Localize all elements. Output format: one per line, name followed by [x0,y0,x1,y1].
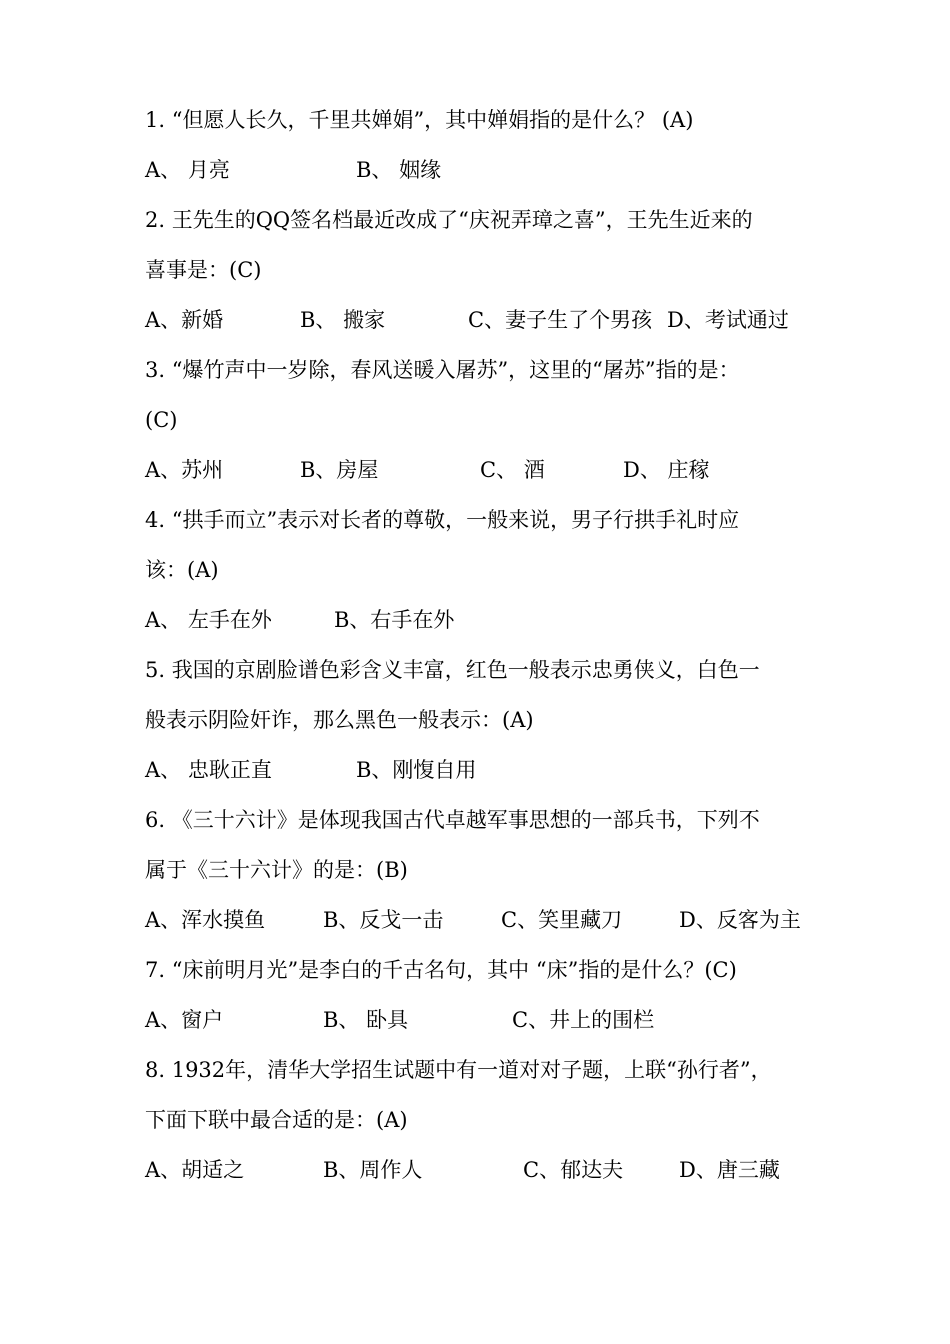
question-1-option-a: A、 月亮 [145,158,230,182]
question-3-text-line-2: (C) [145,408,178,432]
question-3-option-b: B、房屋 [300,458,379,482]
question-4-option-a: A、 左手在外 [145,608,272,632]
question-8-option-d: D、唐三藏 [679,1158,780,1182]
question-7-option-c: C、井上的围栏 [512,1008,655,1032]
question-8-text-line-2: 下面下联中最合适的是：(A) [145,1108,408,1132]
question-3-option-d: D、 庄稼 [623,458,710,482]
question-8-option-a: A、胡适之 [145,1158,245,1182]
question-6-text-line-1: 6. 《三十六计》是体现我国古代卓越军事思想的一部兵书，下列不 [145,808,760,832]
question-8-option-b: B、周作人 [323,1158,423,1182]
question-2-option-d: D、考试通过 [667,308,789,332]
question-6-option-d: D、反客为主 [679,908,801,932]
question-1-text: 1. “但愿人长久，千里共婵娟”，其中婵娟指的是什么？ (A) [145,108,694,132]
question-6-option-a: A、浑水摸鱼 [145,908,266,932]
question-6-option-c: C、笑里藏刀 [501,908,623,932]
question-8-text-line-1: 8. 1932年，清华大学招生试题中有一道对对子题，上联“孙行者”， [145,1058,772,1082]
question-4-text-line-1: 4. “拱手而立”表示对长者的尊敬，一般来说，男子行拱手礼时应 [145,508,740,532]
question-3-option-c: C、 酒 [480,458,545,482]
question-7-text: 7. “床前明月光”是李白的千古名句，其中 “床”指的是什么？(C) [145,958,737,982]
question-6-text-line-2: 属于《三十六计》的是：(B) [145,858,408,882]
question-1-option-b: B、 姻缘 [356,158,442,182]
question-3-option-a: A、苏州 [145,458,224,482]
question-7-option-a: A、窗户 [145,1008,224,1032]
question-8-option-c: C、郁达夫 [523,1158,624,1182]
question-2-text-line-1: 2. 王先生的QQ签名档最近改成了“庆祝弄璋之喜”，王先生近来的 [145,208,753,232]
question-5-option-a: A、 忠耿正直 [145,758,272,782]
question-2-option-b: B、 搬家 [300,308,386,332]
question-5-text-line-1: 5. 我国的京剧脸谱色彩含义丰富，红色一般表示忠勇侠义，白色一 [145,658,760,682]
question-7-option-b: B、 卧具 [323,1008,409,1032]
question-4-text-line-2: 该：(A) [145,558,219,582]
question-2-option-c: C、妻子生了个男孩 [468,308,653,332]
question-3-text-line-1: 3. “爆竹声中一岁除，春风送暖入屠苏”，这里的“屠苏”指的是： [145,358,740,382]
question-2-text-line-2: 喜事是：(C) [145,258,262,282]
question-4-option-b: B、右手在外 [334,608,455,632]
question-5-option-b: B、刚愎自用 [356,758,477,782]
question-5-text-line-2: 般表示阴险奸诈，那么黑色一般表示：(A) [145,708,534,732]
question-6-option-b: B、反戈一击 [323,908,444,932]
question-2-option-a: A、新婚 [145,308,224,332]
